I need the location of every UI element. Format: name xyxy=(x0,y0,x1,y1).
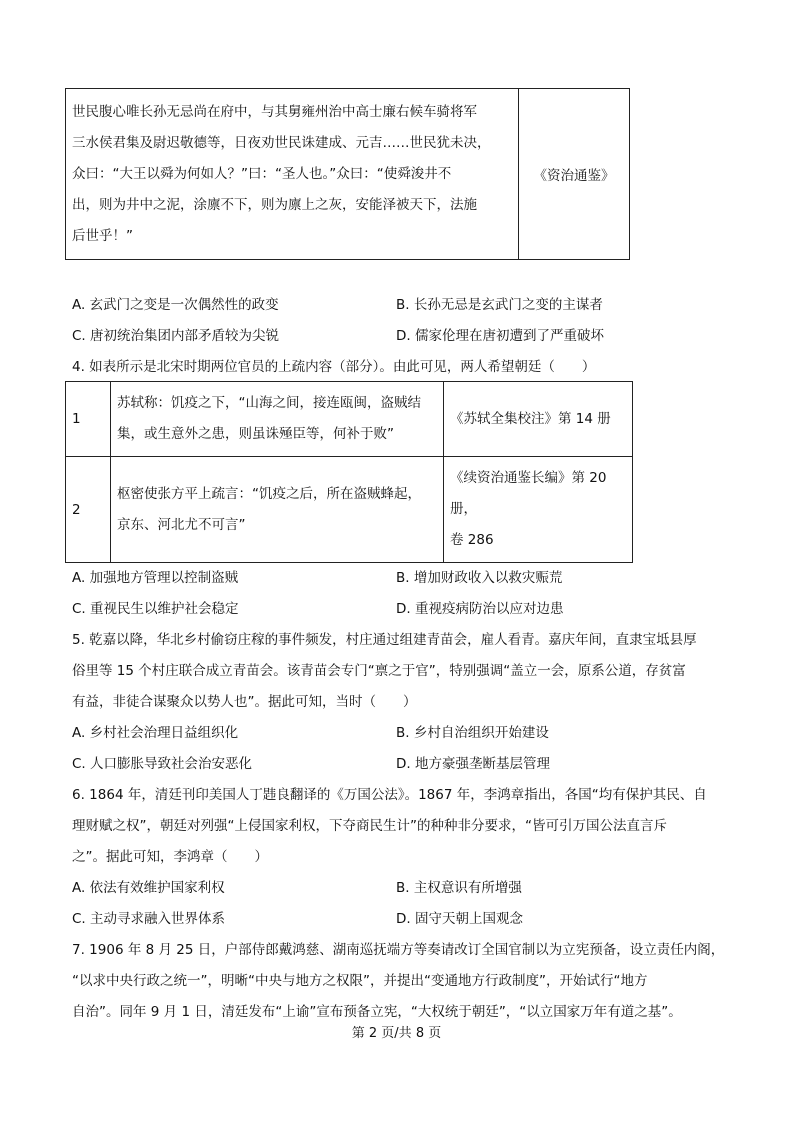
content-line: 集，或生意外之患，则虽诛殛臣等，何补于败” xyxy=(117,426,394,442)
q4-option-d[interactable]: D. 重视疫病防治以应对边患 xyxy=(396,601,564,617)
content-line: 苏轼称：饥疫之下，“山海之间，接连瓯闽，盗贼结 xyxy=(117,395,421,411)
q5-option-c[interactable]: C. 人口膨胀导致社会治安恶化 xyxy=(72,756,253,772)
row-content xyxy=(111,382,444,457)
q5-option-a[interactable]: A. 乡村社会治理日益组织化 xyxy=(72,725,239,741)
stem-line: 5. 乾嘉以降，华北乡村偷窃庄稼的事件频发，村庄通过组建青苗会，雇人看青。嘉庆年间，直隶宝坻县厚 xyxy=(72,632,697,648)
table-row xyxy=(66,382,633,457)
q6-option-a[interactable]: A. 依法有效维护国家利权 xyxy=(72,880,225,896)
q3-source-table xyxy=(65,88,630,260)
row-number: 2 xyxy=(66,457,111,563)
q3-option-c[interactable]: C. 唐初统治集团内部矛盾较为尖锐 xyxy=(72,328,280,344)
q7-stem xyxy=(72,935,732,1028)
row-source xyxy=(444,457,633,563)
q3-table-content xyxy=(66,89,519,260)
row-source xyxy=(444,382,633,457)
content-line: 众曰：“大王以舜为何如人？”曰：“圣人也。”众曰：“使舜浚井不 xyxy=(72,165,452,182)
row-content xyxy=(111,457,444,563)
q5-option-d[interactable]: D. 地方豪强垄断基层管理 xyxy=(396,756,550,772)
content-line: 三水侯君集及尉迟敬德等，日夜劝世民诛建成、元吉……世民犹未决， xyxy=(72,134,491,151)
q3-table-source: 《资治通鉴》 xyxy=(519,89,630,260)
stem-line: 理财赋之权”，朝廷对列强“上侵国家利权，下夺商民生计”的种种非分要求，“皆可引万国公法直言斥 xyxy=(72,818,667,834)
source-line: 卷 286 xyxy=(450,532,494,548)
content-line: 出，则为井中之泥，涂廪不下，则为廪上之灰，安能泽被天下，法施 xyxy=(72,196,477,213)
q6-option-b[interactable]: B. 主权意识有所增强 xyxy=(396,880,522,896)
table-row xyxy=(66,457,633,563)
content-line: 后世乎！” xyxy=(72,227,133,244)
content-line: 枢密使张方平上疏言：“饥疫之后，所在盗贼蜂起， xyxy=(117,485,421,502)
row-number: 1 xyxy=(66,382,111,457)
q5-option-b[interactable]: B. 乡村自治组织开始建设 xyxy=(396,725,549,741)
stem-line: 有益，非徒合谋聚众以势人也”。据此可知，当时（ ） xyxy=(72,694,417,710)
stem-line: 7. 1906 年 8 月 25 日，户部侍郎戴鸿慈、湖南巡抚端方等奏请改订全国官制以为立宪预备，设立责任内阁， xyxy=(72,942,725,958)
q4-option-c[interactable]: C. 重视民生以维护社会稳定 xyxy=(72,601,239,617)
q6-option-c[interactable]: C. 主动寻求融入世界体系 xyxy=(72,911,226,927)
q6-stem xyxy=(72,780,732,873)
stem-line: 俗里等 15 个村庄联合成立青苗会。该青苗会专门“禀之于官”，特别强调“盖立一会，原系公道，存贫富 xyxy=(72,663,686,679)
q3-option-a[interactable]: A. 玄武门之变是一次偶然性的政变 xyxy=(72,297,279,313)
source-line: 《苏轼全集校注》第 14 册 xyxy=(450,410,611,427)
q4-source-table xyxy=(65,381,633,563)
content-line: 世民腹心唯长孙无忌尚在府中，与其舅雍州治中高士廉右候车骑将军 xyxy=(72,103,477,120)
q3-option-b[interactable]: B. 长孙无忌是玄武门之变的主谋者 xyxy=(396,297,603,313)
q5-stem xyxy=(72,625,732,718)
stem-line: 之”。据此可知，李鸿章（ ） xyxy=(72,849,268,865)
content-line: 京东、河北尤不可言” xyxy=(117,516,246,533)
q6-option-d[interactable]: D. 固守天朝上国观念 xyxy=(396,911,523,927)
stem-line: 自治”。同年 9 月 1 日，清廷发布“上谕”宣布预备立宪，“大权统于朝廷”，“以立国家万年有道之基”。 xyxy=(72,1004,682,1020)
q4-option-a[interactable]: A. 加强地方管理以控制盗贼 xyxy=(72,570,239,586)
source-line: 《续资治通鉴长编》第 20 册， xyxy=(450,470,607,517)
q4-stem: 4. 如表所示是北宋时期两位官员的上疏内容（部分）。由此可见，两人希望朝廷（ ） xyxy=(72,359,596,375)
stem-line: 6. 1864 年，清廷刊印美国人丁韪良翻译的《万国公法》。1867 年，李鸿章指出，各国“均有保护其民、自 xyxy=(72,787,707,803)
q4-option-b[interactable]: B. 增加财政收入以救灾赈荒 xyxy=(396,570,563,586)
page-footer: 第 2 页/共 8 页 xyxy=(351,1026,442,1041)
stem-line: “以求中央行政之统一”，明晰“中央与地方之权限”，并提出“变通地方行政制度”，开始试行“地方 xyxy=(72,973,648,989)
table-row xyxy=(66,89,630,260)
q3-option-d[interactable]: D. 儒家伦理在唐初遭到了严重破坏 xyxy=(396,328,604,344)
